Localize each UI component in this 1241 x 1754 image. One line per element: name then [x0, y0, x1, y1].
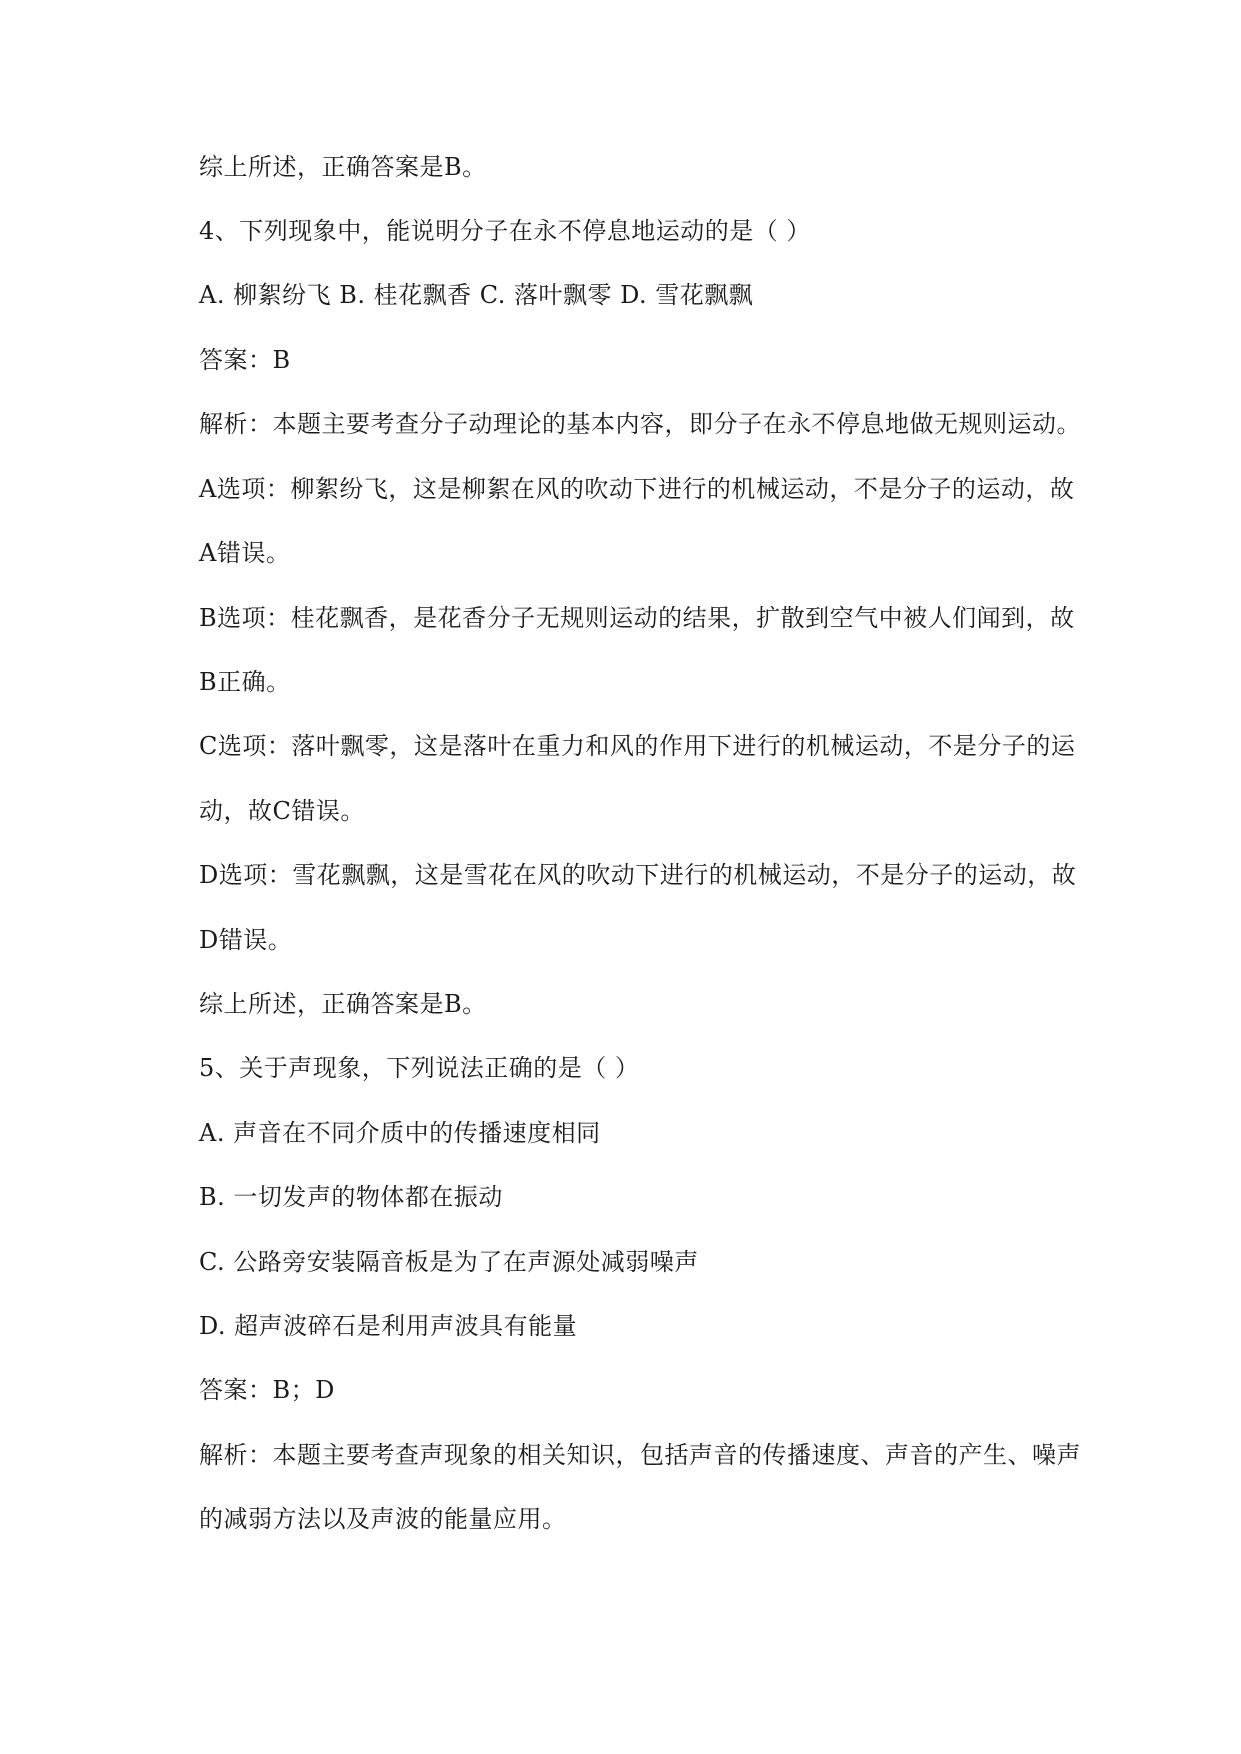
- question-5-analysis: 解析：本题主要考查声现象的相关知识，包括声音的传播速度、声音的产生、噪声: [199, 1441, 1081, 1469]
- question-5-answer: 答案：B；D: [199, 1376, 335, 1404]
- option-d-verdict: D错误。: [199, 926, 293, 954]
- question-5-analysis-cont: 的减弱方法以及声波的能量应用。: [199, 1505, 567, 1533]
- option-c-explanation: C选项：落叶飘零，这是落叶在重力和风的作用下进行的机械运动，不是分子的运: [199, 732, 1076, 760]
- option-b-verdict: B正确。: [199, 668, 291, 696]
- question-5-option-c: C. 公路旁安装隔音板是为了在声源处减弱噪声: [199, 1248, 699, 1276]
- question-4-answer: 答案：B: [199, 346, 291, 374]
- summary-q4: 综上所述，正确答案是B。: [199, 990, 487, 1018]
- question-5-option-d: D. 超声波碎石是利用声波具有能量: [199, 1312, 578, 1340]
- question-4-options: A. 柳絮纷飞 B. 桂花飘香 C. 落叶飘零 D. 雪花飘飘: [199, 281, 754, 309]
- question-4-stem: 4、下列现象中，能说明分子在永不停息地运动的是（ ）: [199, 217, 811, 245]
- question-5-option-b: B. 一切发声的物体都在振动: [199, 1183, 503, 1211]
- option-a-verdict: A错误。: [199, 539, 291, 567]
- question-5-option-a: A. 声音在不同介质中的传播速度相同: [199, 1119, 601, 1147]
- option-d-explanation: D选项：雪花飘飘，这是雪花在风的吹动下进行的机械运动，不是分子的运动，故: [199, 861, 1077, 889]
- question-4-analysis: 解析：本题主要考查分子动理论的基本内容，即分子在永不停息地做无规则运动。: [199, 410, 1081, 438]
- question-5-stem: 5、关于声现象，下列说法正确的是（ ）: [199, 1054, 640, 1082]
- option-a-explanation: A选项：柳絮纷飞，这是柳絮在风的吹动下进行的机械运动，不是分子的运动，故: [199, 475, 1075, 503]
- option-b-explanation: B选项：桂花飘香，是花香分子无规则运动的结果，扩散到空气中被人们闻到，故: [199, 604, 1075, 632]
- summary-q3: 综上所述，正确答案是B。: [199, 153, 487, 181]
- option-c-verdict: 动，故C错误。: [199, 797, 365, 825]
